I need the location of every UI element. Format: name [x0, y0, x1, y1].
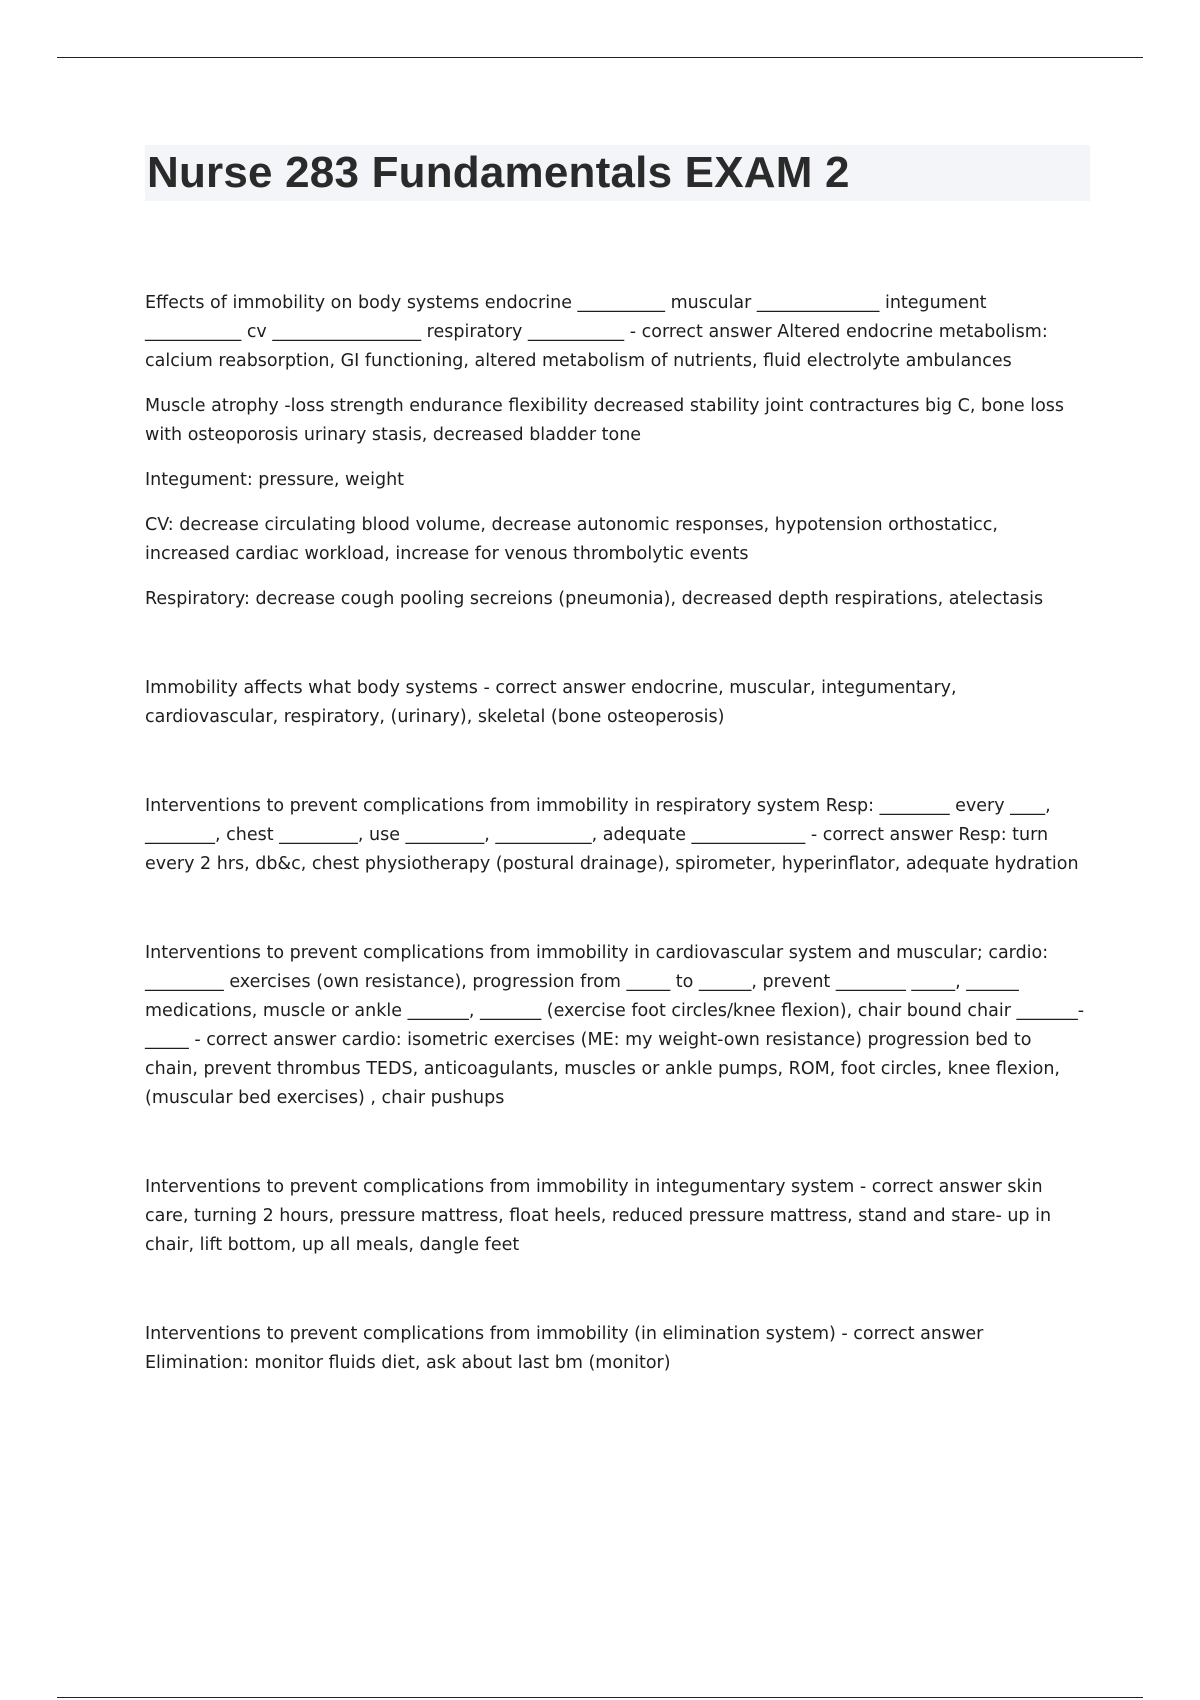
qa-respiratory-interventions: Interventions to prevent complications from immobility in respiratory system Resp: ________ every ____, ________, chest _________, use _________, ___________, adequate _____________ - correct answer Resp: turn every 2 hrs, db&c, chest physiotherapy (postural drainage), spirometer, hyperinflator, adequate hydration — [145, 796, 1079, 874]
section-gap — [145, 614, 1085, 674]
bottom-rule — [57, 1697, 1143, 1698]
top-rule — [57, 57, 1143, 58]
document-body — [145, 289, 1085, 1378]
section-gap — [145, 1260, 1085, 1320]
answer-muscle-atrophy: Muscle atrophy -loss strength endurance flexibility decreased stability joint contractures big C, bone loss with osteoporosis urinary stasis, decreased bladder tone — [145, 396, 1065, 445]
answer-cv: CV: decrease circulating blood volume, decrease autonomic responses, hypotension orthostaticc, increased cardiac workload, increase for venous thrombolytic events — [145, 515, 998, 564]
section-gap — [145, 732, 1085, 792]
qa-integumentary-interventions: Interventions to prevent complications from immobility in integumentary system - correct answer skin care, turning 2 hours, pressure mattress, float heels, reduced pressure mattress, stand and stare- up in chair, lift bottom, up all meals, dangle feet — [145, 1177, 1052, 1255]
answer-integument: Integument: pressure, weight — [145, 470, 405, 490]
section-gap — [145, 879, 1085, 939]
qa-cardio-interventions: Interventions to prevent complications from immobility in cardiovascular system and muscular; cardio: _________ exercises (own resistance), progression from _____ to ______, prevent ________ _____, ______ medications, muscle or ankle _______, _______ (exercise foot circles/knee flexion), chair bound chair _______-_____ - correct answer cardio: isometric exercises (ME: my weight-own resistance) progression bed to chain, prevent thrombus TEDS, anticoagulants, muscles or ankle pumps, ROM, foot circles, knee flexion, (muscular bed exercises) , chair pushups — [145, 943, 1085, 1108]
section-gap — [145, 1113, 1085, 1173]
qa-effects-of-immobility: Effects of immobility on body systems endocrine __________ muscular ______________ integument ___________ cv _________________ respiratory ___________ - correct answer Altered endocrine metabolism: calcium reabsorption, GI functioning, altered metabolism of nutrients, fluid electrolyte ambulances — [145, 293, 1048, 371]
document-title: Nurse 283 Fundamentals EXAM 2 — [147, 148, 850, 197]
qa-elimination-interventions: Interventions to prevent complications from immobility (in elimination system) - correct answer Elimination: monitor fluids diet, ask about last bm (monitor) — [145, 1324, 984, 1373]
answer-respiratory: Respiratory: decrease cough pooling secreions (pneumonia), decreased depth respirations, atelectasis — [145, 589, 1044, 609]
qa-body-systems: Immobility affects what body systems - correct answer endocrine, muscular, integumentary, cardiovascular, respiratory, (urinary), skeletal (bone osteoperosis) — [145, 678, 957, 727]
